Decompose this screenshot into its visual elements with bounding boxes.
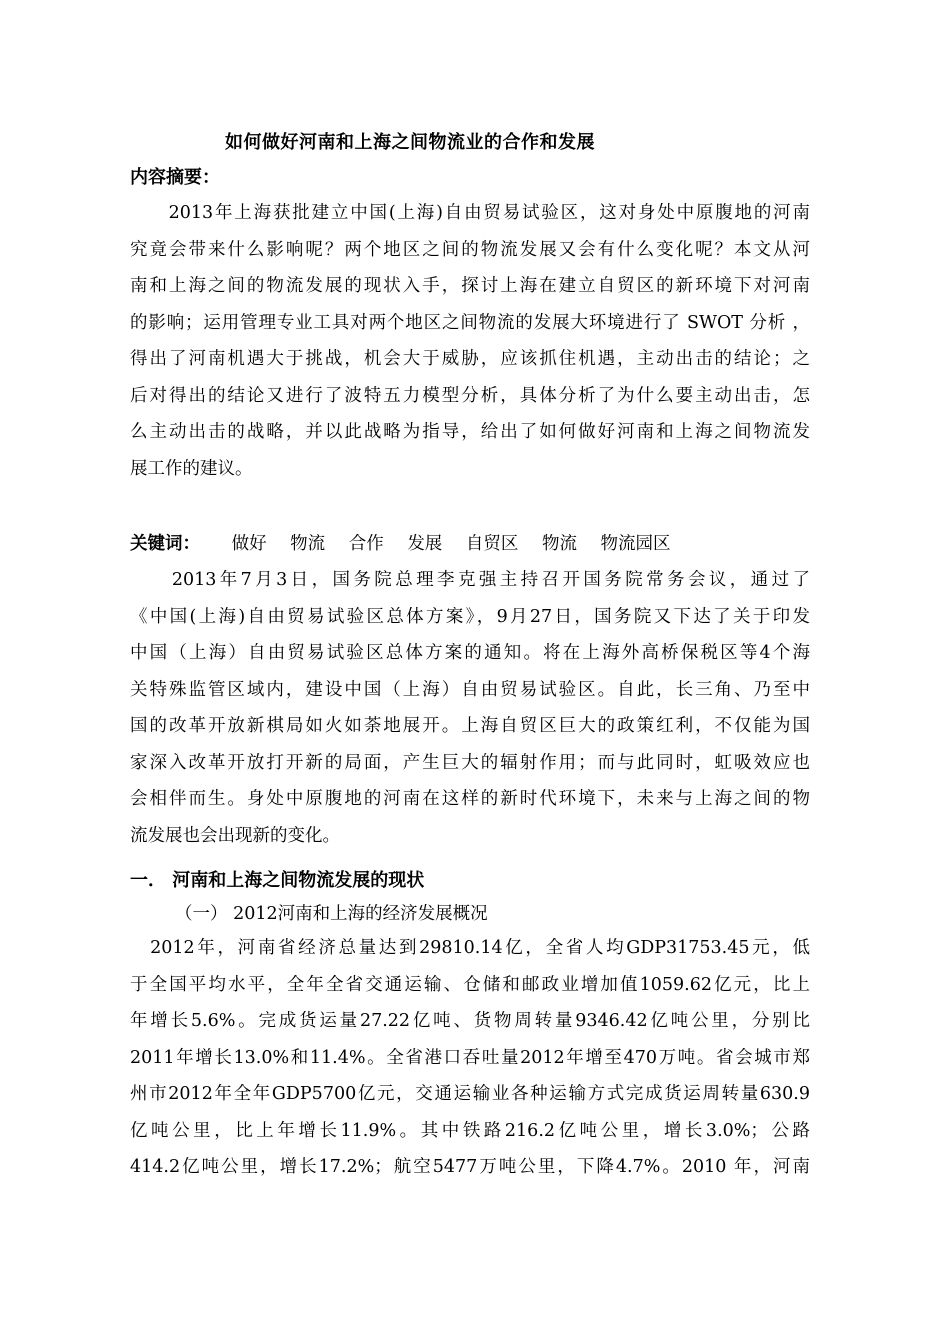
abstract-line: 2013年上海获批建立中国(上海)自由贸易试验区，这对身处中原腹地的河南 — [130, 203, 810, 223]
keyword: 合作 — [348, 534, 384, 554]
intro-line: 家深入改革开放打开新的局面，产生巨大的辐射作用；而与此同时，虹吸效应也 — [130, 752, 810, 773]
section-line: 2012年，河南省经济总量达到29810.14亿，全省人均GDP31753.45元，低 — [130, 938, 810, 958]
intro-line: 2013年7月3日，国务院总理李克强主持召开国务院常务会议，通过了 — [130, 570, 810, 590]
section-line: 414.2亿吨公里，增长17.2%；航空5477万吨公里，下降4.7%。2010 年，河南 — [130, 1157, 810, 1177]
keyword: 做好 — [231, 534, 267, 554]
section-line: 年增长5.6%。完成货运量27.22亿吨、货物周转量9346.42亿吨公里，分别比 — [130, 1011, 810, 1031]
intro-paragraph — [130, 562, 810, 854]
abstract-line: 南和上海之间的物流发展的现状入手，探讨上海在建立自贸区的新环境下对河南 — [130, 276, 810, 296]
abstract-heading: 内容摘要： — [130, 167, 220, 188]
intro-line: 会相伴而生。身处中原腹地的河南在这样的新时代环境下，未来与上海之间的物 — [130, 789, 810, 809]
subsection-heading: （一） 2012河南和上海的经济发展概况 — [175, 904, 488, 924]
section-line: 2011年增长13.0%和11.4%。全省港口吞吐量2012年增至470万吨。省会城市郑 — [130, 1047, 810, 1068]
section-line: 亿吨公里，比上年增长11.9%。其中铁路216.2亿吨公里，增长3.0%；公路 — [130, 1120, 810, 1141]
abstract-paragraph — [130, 195, 810, 487]
intro-line: 《中国(上海)自由贸易试验区总体方案》，9月27日，国务院又下达了关于印发 — [130, 606, 810, 627]
abstract-line: 么主动出击的战略，并以此战略为指导，给出了如何做好河南和上海之间物流发 — [130, 422, 810, 442]
keyword: 物流 — [290, 534, 326, 554]
abstract-line: 的影响；运用管理专业工具对两个地区之间物流的发展大环境进行了 SWOT 分析 ， — [130, 312, 810, 333]
keyword: 发展 — [407, 534, 443, 554]
intro-line: 中国（上海）自由贸易试验区总体方案的通知。将在上海外高桥保税区等4个海 — [130, 643, 810, 663]
section-line: 州市2012年全年GDP5700亿元，交通运输业各种运输方式完成货运周转量630.9 — [130, 1084, 810, 1104]
keywords-row — [130, 530, 689, 555]
section-paragraph — [130, 930, 810, 1186]
abstract-line: 究竟会带来什么影响呢？两个地区之间的物流发展又会有什么变化呢？本文从河 — [130, 239, 810, 260]
intro-line: 国的改革开放新棋局如火如荼地展开。上海自贸区巨大的政策红利，不仅能为国 — [130, 716, 810, 736]
keywords-label: 关键词： — [130, 534, 200, 554]
keyword: 物流 — [541, 534, 577, 554]
abstract-line: 得出了河南机遇大于挑战，机会大于威胁，应该抓住机遇，主动出击的结论；之 — [130, 349, 810, 369]
intro-line: 流发展也会出现新的变化。 — [130, 825, 340, 846]
document-title: 如何做好河南和上海之间物流业的合作和发展 — [225, 132, 595, 153]
intro-line: 关特殊监管区域内，建设中国（上海）自由贸易试验区。自此，长三角、乃至中 — [130, 679, 810, 700]
abstract-line: 展工作的建议。 — [130, 458, 253, 479]
section-line: 于全国平均水平，全年全省交通运输、仓储和邮政业增加值1059.62亿元，比上 — [130, 974, 810, 995]
section-heading: 一． 河南和上海之间物流发展的现状 — [130, 870, 425, 891]
keyword: 物流园区 — [600, 534, 671, 554]
keyword: 自贸区 — [465, 534, 519, 554]
abstract-line: 后对得出的结论又进行了波特五力模型分析，具体分析了为什么要主动出击，怎 — [130, 385, 810, 406]
